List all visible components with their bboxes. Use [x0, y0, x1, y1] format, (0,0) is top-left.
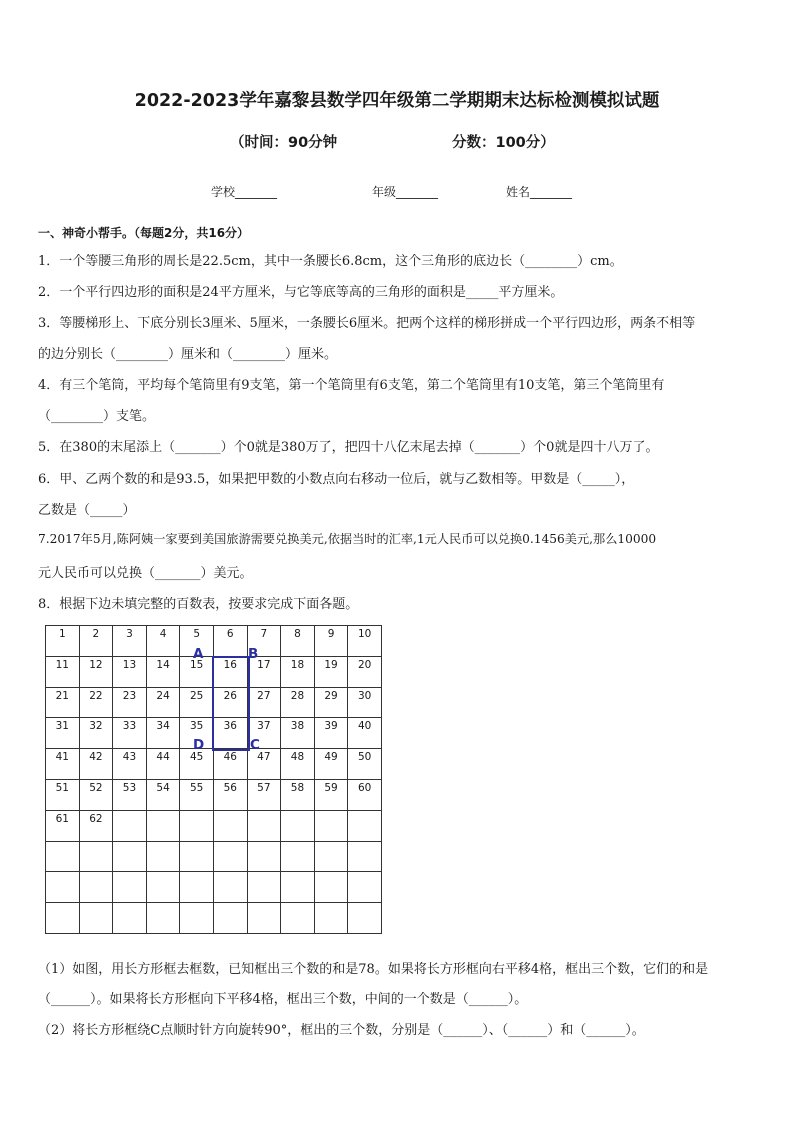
table-cell: 31 [46, 718, 80, 749]
question-3-cont: 的边分别长（________）厘米和（________）厘米。 [38, 347, 338, 362]
table-cell [247, 872, 281, 903]
table-cell [314, 872, 348, 903]
table-cell: 59 [314, 779, 348, 810]
table-cell [247, 841, 281, 872]
page-title: 2022-2023学年嘉黎县数学四年级第二学期期末达标检测模拟试题 [134, 91, 660, 111]
table-cell: 26 [213, 687, 247, 718]
table-cell [46, 903, 80, 934]
table-cell [213, 810, 247, 841]
table-cell: 52 [79, 779, 113, 810]
table-cell: 56 [213, 779, 247, 810]
corner-label-d: D [193, 737, 205, 753]
table-cell: 2 [79, 626, 113, 657]
table-cell: 6 [213, 626, 247, 657]
table-cell [281, 810, 315, 841]
table-cell: 14 [146, 656, 180, 687]
table-cell [46, 872, 80, 903]
table-cell [314, 810, 348, 841]
table-cell: 37 [247, 718, 281, 749]
table-cell: 55 [180, 779, 214, 810]
question-1: 1．一个等腰三角形的周长是22.5cm，其中一条腰长6.8cm，这个三角形的底边长（________）cm。 [38, 254, 623, 269]
table-cell [348, 810, 382, 841]
section-heading: 一、神奇小帮手。（每题2分，共16分） [38, 226, 250, 240]
table-cell: 60 [348, 779, 382, 810]
table-cell [146, 841, 180, 872]
table-cell: 44 [146, 749, 180, 780]
subquestion-1: （1）如图，用长方形框去框数，已知框出三个数的和是78。如果将长方形框向右平移4格，框出三个数，它们的和是 [38, 962, 709, 977]
table-cell [146, 872, 180, 903]
table-cell: 8 [281, 626, 315, 657]
table-cell [348, 872, 382, 903]
table-cell: 5 [180, 626, 214, 657]
school-field: 学校_______ [211, 185, 278, 199]
table-row [46, 810, 382, 841]
question-6: 6．甲、乙两个数的和是93.5，如果把甲数的小数点向右移动一位后，就与乙数相等。甲数是（_____）， [38, 472, 635, 487]
table-cell: 61 [46, 810, 80, 841]
table-cell: 58 [281, 779, 315, 810]
table-cell [247, 903, 281, 934]
table-cell [314, 903, 348, 934]
table-cell: 36 [213, 718, 247, 749]
table-cell: 9 [314, 626, 348, 657]
table-cell: 42 [79, 749, 113, 780]
question-7: 7.2017年5月,陈阿姨一家要到美国旅游需要兑换美元,依据当时的汇率,1元人民币可以兑换0.1456美元,那么10000 [38, 532, 657, 546]
table-cell: 10 [348, 626, 382, 657]
table-cell: 22 [79, 687, 113, 718]
table-cell [348, 841, 382, 872]
table-cell: 28 [281, 687, 315, 718]
table-cell [213, 841, 247, 872]
table-cell [113, 872, 147, 903]
table-cell: 33 [113, 718, 147, 749]
table-cell [79, 903, 113, 934]
table-cell: 3 [113, 626, 147, 657]
table-row [46, 749, 382, 780]
grade-field: 年级_______ [372, 185, 439, 199]
question-7-cont: 元人民币可以兑换（_______）美元。 [38, 566, 253, 581]
table-cell: 47 [247, 749, 281, 780]
table-cell [348, 903, 382, 934]
subquestion-2: （2）将长方形框绕C点顺时针方向旋转90°，框出的三个数，分别是（______）、（______）和（______）。 [38, 1023, 645, 1038]
table-cell: 21 [46, 687, 80, 718]
table-cell: 11 [46, 656, 80, 687]
name-field: 姓名_______ [506, 185, 573, 199]
table-cell: 35 [180, 718, 214, 749]
table-cell: 15 [180, 656, 214, 687]
table-cell [180, 872, 214, 903]
table-cell: 32 [79, 718, 113, 749]
table-cell [79, 841, 113, 872]
table-row [46, 903, 382, 934]
table-cell [213, 903, 247, 934]
question-5: 5．在380的末尾添上（_______）个0就是380万了，把四十八亿末尾去掉（_______）个0就是四十八万了。 [38, 440, 659, 455]
table-row [46, 779, 382, 810]
table-cell [113, 810, 147, 841]
table-cell: 49 [314, 749, 348, 780]
table-cell: 34 [146, 718, 180, 749]
question-6-cont: 乙数是（_____） [38, 503, 136, 518]
table-cell [146, 903, 180, 934]
table-cell: 30 [348, 687, 382, 718]
table-cell [247, 810, 281, 841]
table-cell: 24 [146, 687, 180, 718]
table-cell [113, 903, 147, 934]
table-cell: 12 [79, 656, 113, 687]
table-cell: 7 [247, 626, 281, 657]
table-cell: 39 [314, 718, 348, 749]
question-4: 4．有三个笔筒，平均每个笔筒里有9支笔，第一个笔筒里有6支笔，第二个笔筒里有10支笔，第三个笔筒里有 [38, 378, 665, 393]
table-cell: 27 [247, 687, 281, 718]
question-3: 3．等腰梯形上、下底分别长3厘米、5厘米，一条腰长6厘米。把两个这样的梯形拼成一个平行四边形，两条不相等 [38, 316, 696, 331]
table-cell: 17 [247, 656, 281, 687]
table-cell: 40 [348, 718, 382, 749]
table-cell: 25 [180, 687, 214, 718]
selection-rectangle [212, 656, 250, 751]
table-cell [180, 841, 214, 872]
table-cell [281, 841, 315, 872]
table-cell: 46 [213, 749, 247, 780]
table-cell: 62 [79, 810, 113, 841]
table-cell: 19 [314, 656, 348, 687]
subquestion-1-cont: （______）。如果将长方形框向下平移4格，框出三个数，中间的一个数是（______）。 [38, 992, 528, 1007]
table-cell [113, 841, 147, 872]
table-cell: 1 [46, 626, 80, 657]
corner-label-a: A [193, 646, 204, 662]
table-cell [46, 841, 80, 872]
table-row [46, 872, 382, 903]
table-cell: 45 [180, 749, 214, 780]
table-cell [180, 810, 214, 841]
question-8: 8．根据下边未填完整的百数表，按要求完成下面各题。 [38, 597, 359, 612]
question-4-cont: （________）支笔。 [38, 409, 156, 424]
table-cell: 43 [113, 749, 147, 780]
exam-time: （时间：90分钟 [230, 135, 338, 151]
table-cell: 50 [348, 749, 382, 780]
table-cell: 29 [314, 687, 348, 718]
table-cell [213, 872, 247, 903]
table-row [46, 626, 382, 657]
table-cell [146, 810, 180, 841]
table-cell [281, 903, 315, 934]
table-row [46, 841, 382, 872]
exam-score: 分数：100分） [452, 135, 555, 151]
table-cell [79, 872, 113, 903]
corner-label-c: C [250, 737, 260, 753]
table-cell [281, 872, 315, 903]
table-cell: 16 [213, 656, 247, 687]
table-cell: 23 [113, 687, 147, 718]
table-cell: 41 [46, 749, 80, 780]
question-2: 2．一个平行四边形的面积是24平方厘米，与它等底等高的三角形的面积是_____平方厘米。 [38, 285, 564, 300]
table-cell: 48 [281, 749, 315, 780]
table-cell [180, 903, 214, 934]
table-cell: 4 [146, 626, 180, 657]
table-cell: 18 [281, 656, 315, 687]
table-cell [314, 841, 348, 872]
corner-label-b: B [248, 646, 259, 662]
table-cell: 20 [348, 656, 382, 687]
table-cell: 51 [46, 779, 80, 810]
table-cell: 57 [247, 779, 281, 810]
table-cell: 53 [113, 779, 147, 810]
table-cell: 13 [113, 656, 147, 687]
table-cell: 38 [281, 718, 315, 749]
table-cell: 54 [146, 779, 180, 810]
